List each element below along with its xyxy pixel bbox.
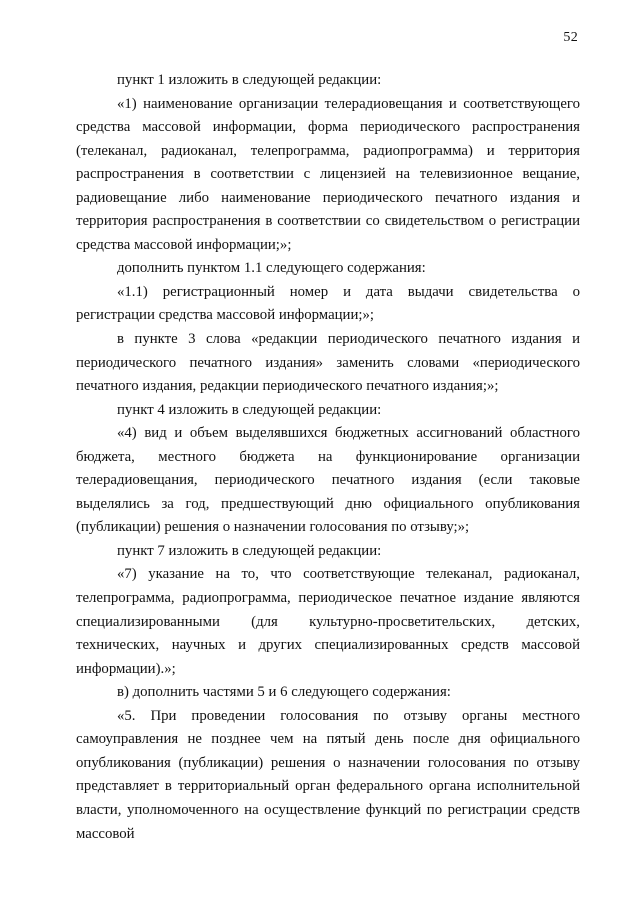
paragraph-item-4-heading: пункт 4 изложить в следующей редакции:: [117, 401, 382, 418]
paragraph-item-1-1-text: «1.1) регистрационный номер и дата выдачи свидетельства о регистрации средства массовой информации;»;: [76, 283, 580, 324]
page-number: 52: [563, 30, 578, 45]
paragraph-part-5-text: «5. При проведении голосования по отзыву органы местного самоуправления не позднее чем на пятый день после дня официального опубликования (публикации) решения о назначении голосования по отзыву представляет в территориальный орган федерального органа исполнительной власти, уполномоченного на осуществление функций по регистрации средств массовой: [76, 707, 580, 842]
paragraph-item-7-heading: пункт 7 изложить в следующей редакции:: [117, 542, 382, 559]
paragraph-item-4-text: «4) вид и объем выделявшихся бюджетных ассигнований областного бюджета, местного бюджета на функционирование организации телерадиовещания, периодического печатного издания (если таковые выделялись за год, предшествующий дню официального опубликования (публикации) решения о назначении голосования по отзыву;»;: [76, 425, 580, 536]
paragraph-item-7-text: «7) указание на то, что соответствующие телеканал, радиоканал, телепрограмма, радиопрограмма, периодическое печатное издание являются специализированными (для культурно-просветительских, детских, технических, научных и других специализированных средств массовой информации).»;: [76, 566, 580, 677]
paragraph-parts-5-6-heading: в) дополнить частями 5 и 6 следующего содержания:: [117, 684, 451, 701]
paragraph-item-1-text: «1) наименование организации телерадиовещания и соответствующего средства массовой информации, форма периодического распространения (телеканал, радиоканал, телепрограмма, радиопрограмма) и территория распространения в соответствии с лицензией на телевизионное вещание, радиовещание либо наименование периодического печатного издания и территория распространения в соответствии со свидетельством о регистрации средства массовой информации;»;: [76, 95, 580, 253]
document-body: [76, 69, 580, 846]
paragraph-item-3-amendment: в пункте 3 слова «редакции периодического печатного издания и периодического печатного издания» заменить словами «периодического печатного издания, редакции периодического печатного издания;»;: [76, 331, 580, 395]
paragraph-item-1-heading: пункт 1 изложить в следующей редакции:: [117, 72, 382, 88]
paragraph-item-1-1-heading: дополнить пунктом 1.1 следующего содержания:: [117, 260, 426, 277]
